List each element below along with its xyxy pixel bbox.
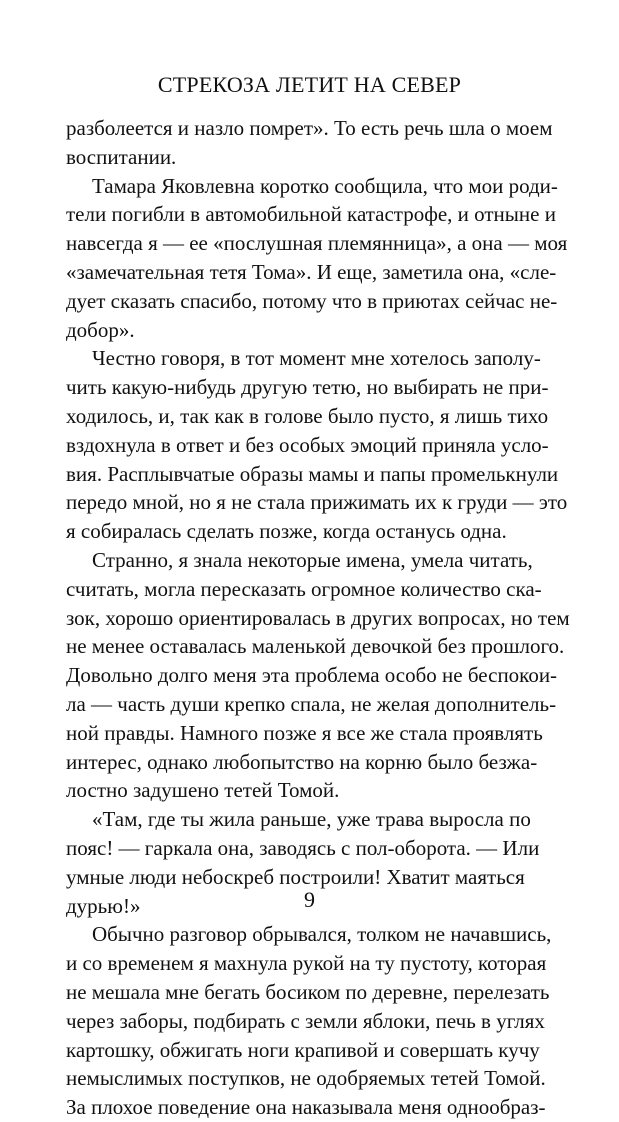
- text-line: «Там, где ты жила раньше, уже трава выросла по: [92, 807, 531, 832]
- text-line: зок, хорошо ориентировалась в других вопросах, но тем: [66, 605, 570, 630]
- text-line: дует сказать спасибо, потому что в приютах сейчас не-: [66, 288, 558, 313]
- text-line: вздохнула в ответ и без особых эмоций приняла усло-: [66, 432, 549, 457]
- text-line: разболеется и назло помрет». То есть речь шла о моем: [66, 116, 553, 140]
- text-line: Тамара Яковлевна коротко сообщила, что мои роди-: [92, 173, 558, 198]
- text-line: лостно задушено тетей Томой.: [66, 778, 340, 803]
- text-line: ла — часть души крепко спала, не желая дополнитель-: [66, 691, 557, 716]
- running-head: СТРЕКОЗА ЛЕТИТ НА СЕВЕР: [157, 72, 462, 97]
- text-line: Обычно разговор обрывался, толком не начавшись,: [92, 922, 552, 947]
- text-line: Довольно долго меня эта проблема особо не беспокои-: [66, 663, 558, 688]
- text-line: и со временем я махнула рукой на ту пустоту, которая: [66, 951, 547, 976]
- text-line: За плохое поведение она наказывала меня однообраз-: [66, 1095, 546, 1120]
- text-line: считать, могла пересказать огромное количество ска-: [66, 576, 542, 601]
- text-line: ной правды. Намного позже я все же стала проявлять: [66, 720, 543, 745]
- text-line: умные люди небоскреб построили! Хватит маяться: [66, 864, 525, 889]
- page-number: 9: [304, 887, 315, 912]
- text-line: воспитании.: [66, 144, 177, 169]
- text-line: Честно говоря, в тот момент мне хотелось заполу-: [92, 346, 541, 371]
- text-line: не мешала мне бегать босиком по деревне, перелезать: [66, 979, 550, 1004]
- text-line: не менее оставалась маленькой девочкой без прошлого.: [66, 634, 565, 659]
- text-line: через заборы, подбирать с земли яблоки, печь в углях: [66, 1008, 545, 1033]
- text-line: «замечательная тетя Тома». И еще, заметила она, «сле-: [66, 259, 557, 284]
- text-line: ходилось, и, так как в голове было пусто, я лишь тихо: [66, 403, 549, 428]
- text-line: интерес, однако любопытство на корню было безжа-: [66, 749, 538, 774]
- text-line: тели погибли в автомобильной катастрофе, и отныне и: [66, 202, 556, 227]
- text-line: пояс! — гаркала она, заводясь с пол-оборота. — Или: [66, 835, 540, 860]
- text-line: я собиралась сделать позже, когда останусь одна.: [66, 519, 507, 544]
- text-line: вия. Расплывчатые образы мамы и папы промелькнули: [66, 461, 559, 486]
- text-line: чить какую-нибудь другую тетю, но выбирать не при-: [66, 375, 549, 400]
- body-text: [66, 114, 570, 1122]
- text-line: картошку, обжигать ноги крапивой и совершать кучу: [66, 1037, 540, 1062]
- text-line: Странно, я знала некоторые имена, умела читать,: [92, 547, 533, 572]
- text-line: передо мной, но я не стала прижимать их к груди — это: [66, 490, 568, 515]
- text-line: добор».: [66, 317, 135, 342]
- text-line: немыслимых поступков, не одобряемых тетей Томой.: [66, 1066, 546, 1091]
- text-line: дурью!»: [66, 893, 141, 918]
- text-line: навсегда я — ее «послушная племянница», а она — моя: [66, 231, 568, 256]
